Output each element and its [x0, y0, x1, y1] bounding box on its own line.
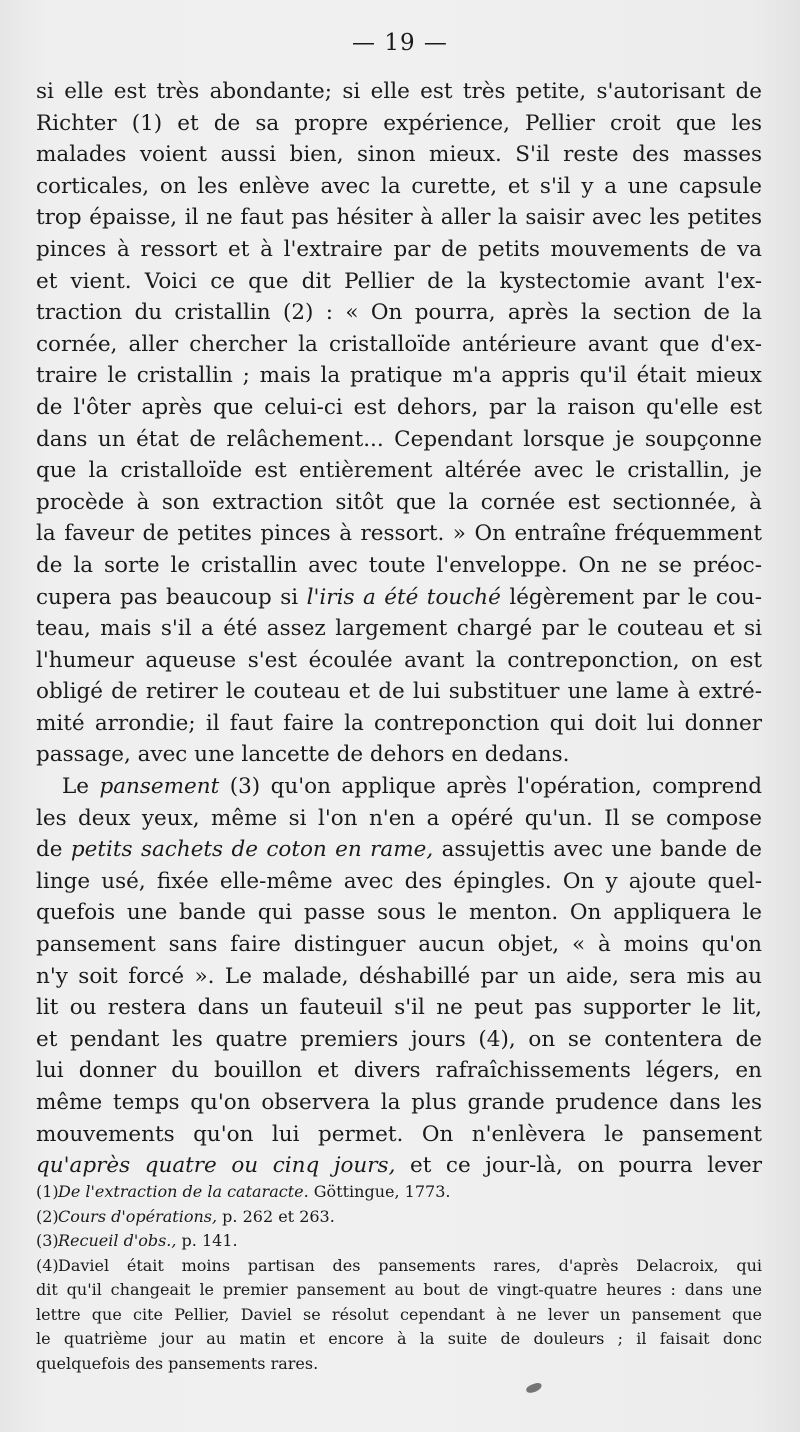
text-line: Le pansement (3) qu'on applique après l'opération, comprend: [62, 774, 762, 800]
text-line: pinces à ressort et à l'extraire par de petits mouvements de va: [36, 236, 762, 262]
text-line: si elle est très abondante; si elle est très petite, s'autorisant de: [36, 79, 762, 104]
text-line: pansement sans faire distinguer aucun objet, « à moins qu'on: [36, 932, 762, 958]
footnote-4-continuation: dit qu'il changeait le premier pansement au bout de vingt-quatre heures : dans une: [36, 1280, 762, 1299]
text-line: lit ou restera dans un fauteuil s'il ne peut pas supporter le lit,: [36, 995, 762, 1021]
text-line: les deux yeux, même si l'on n'en a opéré qu'un. Il se compose: [36, 805, 762, 831]
text-line: cornée, aller chercher la cristalloïde antérieure avant que d'ex-: [36, 331, 762, 357]
footnote-4-continuation: le quatrième jour au matin et encore à la suite de douleurs ; il faisait donc: [36, 1329, 762, 1348]
text-line: la faveur de petites pinces à ressort. » On entraîne fréquemment: [36, 521, 762, 547]
emphasis-text: pansement: [99, 774, 220, 800]
page-number: — 19 —: [352, 30, 448, 56]
footnotes: [36, 1180, 762, 1376]
text-line: de la sorte le cristallin avec toute l'enveloppe. On ne se préoc-: [36, 552, 762, 578]
text-line: n'y soit forcé ». Le malade, déshabillé par un aide, sera mis au: [36, 963, 762, 989]
text-line: cupera pas beaucoup si l'iris a été touché légèrement par le cou-: [36, 584, 762, 610]
text-line: traire le cristallin ; mais la pratique m'a appris qu'il était mieux: [36, 363, 762, 389]
text-line: mité arrondie; il faut faire la contreponction qui doit lui donner: [36, 710, 762, 736]
text-line: qu'après quatre ou cinq jours, et ce jour-là, on pourra lever: [36, 1153, 762, 1179]
text-line: traction du cristallin (2) : « On pourra, après la section de la: [36, 300, 762, 326]
text-line: de petits sachets de coton en rame, assujettis avec une bande de: [36, 837, 763, 863]
footnote-3: (3)Recueil d'obs., p. 141.: [36, 1231, 238, 1250]
body-text: [36, 76, 762, 1182]
text-line: obligé de retirer le couteau et de lui substituer une lame à extré-: [36, 679, 762, 705]
text-line: procède à son extraction sitôt que la cornée est sectionnée, à: [36, 489, 762, 515]
ink-smudge: [525, 1382, 543, 1395]
text-line: linge usé, fixée elle-même avec des épingles. On y ajoute quel-: [36, 868, 762, 894]
emphasis-text: l'iris a été touché: [306, 584, 501, 610]
text-line: passage, avec une lancette de dehors en dedans.: [36, 742, 570, 768]
text-line: Richter (1) et de sa propre expérience, Pellier croit que les: [36, 110, 762, 136]
text-line: que la cristalloïde est entièrement altérée avec le cristallin, je: [36, 458, 762, 484]
text-line: malades voient aussi bien, sinon mieux. S'il reste des masses: [36, 142, 762, 168]
text-line: mouvements qu'on lui permet. On n'enlèvera le pansement: [36, 1121, 762, 1147]
footnote-4: (4)Daviel était moins partisan des pansements rares, d'après Delacroix, qui: [36, 1255, 762, 1275]
footnote-4-continuation: lettre que cite Pellier, Daviel se résolut cependant à ne lever un pansement que: [36, 1304, 762, 1324]
footnote-4-continuation: quelquefois des pansements rares.: [36, 1353, 319, 1373]
text-line: trop épaisse, il ne faut pas hésiter à aller la saisir avec les petites: [36, 205, 762, 231]
footnote-2: (2)Cours d'opérations, p. 262 et 263.: [36, 1206, 335, 1226]
emphasis-text: petits sachets de coton en rame,: [70, 837, 434, 863]
text-line: lui donner du bouillon et divers rafraîchissements légers, en: [36, 1058, 762, 1084]
text-line: de l'ôter après que celui-ci est dehors, par la raison qu'elle est: [36, 394, 762, 420]
text-line: l'humeur aqueuse s'est écoulée avant la contreponction, on est: [36, 647, 762, 673]
text-line: et vient. Voici ce que dit Pellier de la kystectomie avant l'ex-: [36, 268, 762, 294]
emphasis-text: qu'après quatre ou cinq jours,: [36, 1153, 396, 1179]
text-line: et pendant les quatre premiers jours (4), on se contentera de: [36, 1026, 762, 1052]
text-line: teau, mais s'il a été assez largement chargé par le couteau et si: [36, 616, 762, 642]
text-line: corticales, on les enlève avec la curette, et s'il y a une capsule: [36, 173, 762, 199]
text-line: même temps qu'on observera la plus grande prudence dans les: [36, 1090, 762, 1115]
text-line: dans un état de relâchement... Cependant lorsque je soupçonne: [36, 426, 762, 452]
footnote-1: (1)De l'extraction de la cataracte. Göttingue, 1773.: [36, 1182, 451, 1201]
text-line: quefois une bande qui passe sous le menton. On appliquera le: [36, 900, 762, 926]
